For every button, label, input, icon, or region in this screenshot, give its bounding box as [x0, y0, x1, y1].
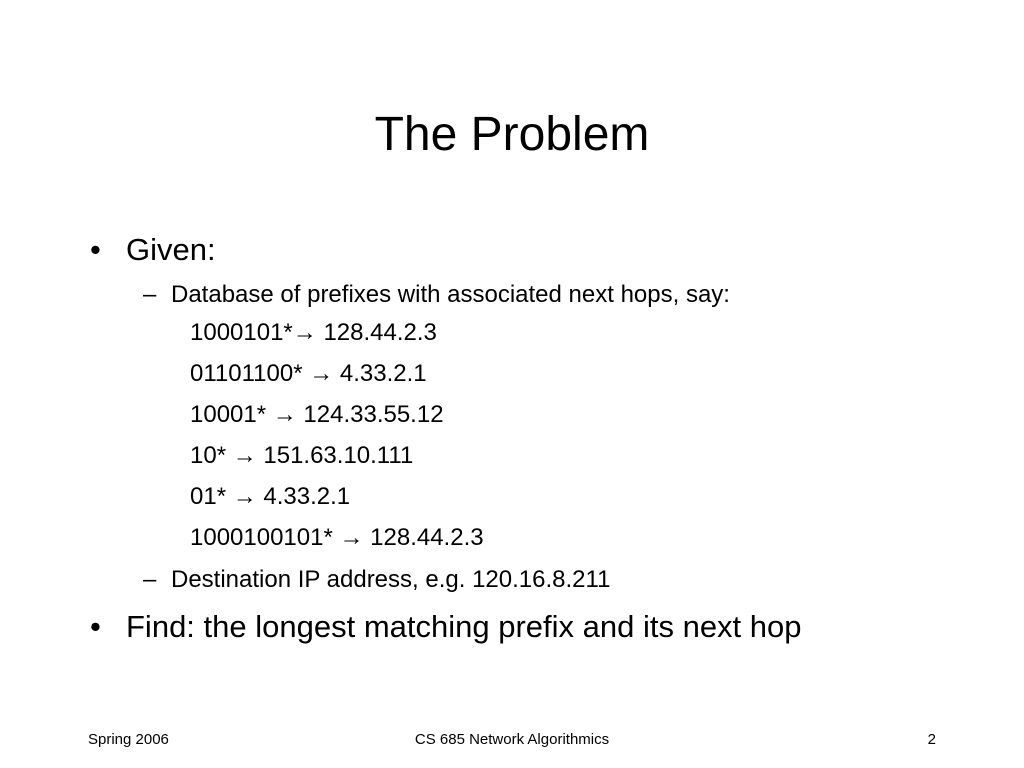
- sub-bullet-database: [143, 280, 730, 310]
- sub-bullet-destination-text: Destination IP address, e.g. 120.16.8.211: [171, 566, 611, 593]
- bullet-marker: •: [90, 232, 101, 267]
- bullet-find: [90, 608, 802, 646]
- footer-page-number: 2: [927, 731, 936, 748]
- dash-marker: –: [143, 281, 157, 308]
- bullet-marker: •: [90, 609, 101, 644]
- prefix-entry: 01101100* → 4.33.2.1: [190, 360, 427, 387]
- dash-marker: –: [143, 566, 157, 593]
- sub-bullet-database-text: Database of prefixes with associated next hops, say:: [171, 281, 730, 308]
- sub-bullet-destination: [143, 565, 610, 595]
- prefix-entry: 10001* → 124.33.55.12: [190, 401, 444, 428]
- prefix-entry: 1000101*→ 128.44.2.3: [190, 319, 437, 346]
- bullet-find-text: Find: the longest matching prefix and its next hop: [126, 609, 802, 644]
- footer-date: Spring 2006: [88, 731, 169, 748]
- slide-title: The Problem: [374, 108, 650, 161]
- prefix-entry: 1000100101* → 128.44.2.3: [190, 524, 484, 551]
- prefix-entry: 10* → 151.63.10.111: [190, 442, 414, 469]
- bullet-given-text: Given:: [126, 232, 216, 267]
- bullet-given: [90, 231, 216, 269]
- prefix-entry: 01* → 4.33.2.1: [190, 483, 351, 510]
- footer-course: CS 685 Network Algorithmics: [414, 731, 610, 748]
